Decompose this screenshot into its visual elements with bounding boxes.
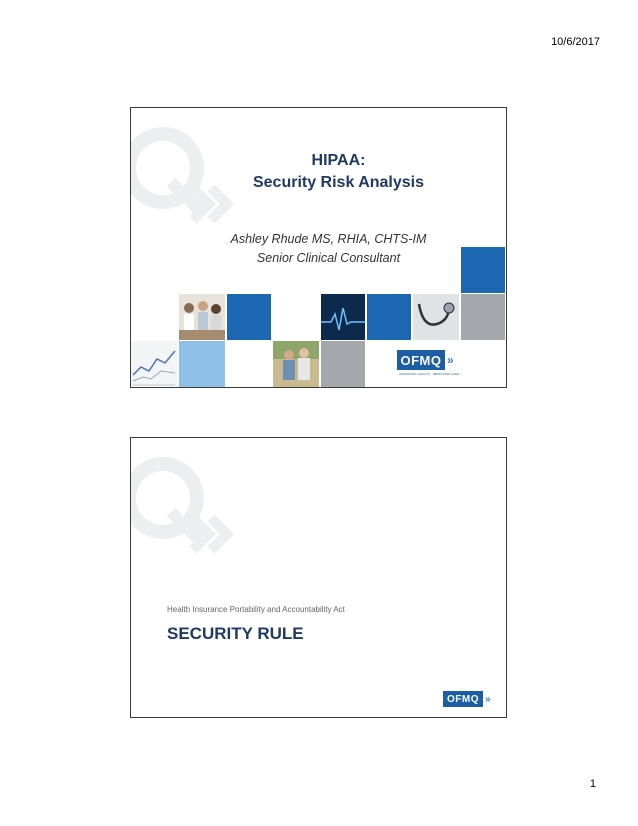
ofmq-logo-tagline: ADVANCING QUALITY · IMPROVING LIVES (399, 372, 460, 376)
elderly-couple-walking-photo (273, 341, 319, 387)
ofmq-logo (443, 691, 491, 707)
mosaic-tile-blue-2 (367, 294, 411, 340)
ofmq-logo-text: OFMQ (400, 352, 442, 368)
page-number: 1 (589, 778, 596, 790)
ofmq-logo (397, 350, 460, 376)
slide-2-thumbnail (130, 437, 507, 718)
presenter-info (171, 230, 486, 268)
heartbeat-monitor-photo (321, 294, 365, 340)
chevron-right-icon: » (447, 353, 454, 367)
title-line-2: Security Risk Analysis (252, 174, 425, 191)
page-date: 10/6/2017 (551, 36, 600, 48)
slide-1-title (171, 150, 506, 194)
title-line-1: HIPAA: (311, 152, 366, 169)
mosaic-tile-gray-2 (461, 294, 505, 340)
people-meeting-photo (179, 294, 225, 340)
slide-2-title: SECURITY RULE (167, 624, 304, 643)
slide-2-subtitle: Health Insurance Portability and Accountability Act (167, 605, 345, 614)
stethoscope-photo (413, 294, 459, 340)
chevron-right-icon: » (485, 693, 491, 705)
mosaic-tile-light-blue (179, 341, 225, 387)
presenter-role: Senior Clinical Consultant (256, 251, 401, 265)
ofmq-logo-text: OFMQ (447, 693, 479, 705)
ofmq-watermark-graphic (131, 108, 241, 308)
mosaic-tile-gray (321, 341, 365, 387)
mosaic-tile-blue (227, 294, 271, 340)
presenter-name: Ashley Rhude MS, RHIA, CHTS-IM (230, 232, 427, 246)
slide-1-thumbnail (130, 107, 507, 388)
ofmq-logo-box (397, 350, 445, 370)
ofmq-logo-box (443, 691, 483, 707)
mosaic-tile-blue-3 (461, 247, 505, 293)
chart-document-photo (131, 341, 177, 387)
